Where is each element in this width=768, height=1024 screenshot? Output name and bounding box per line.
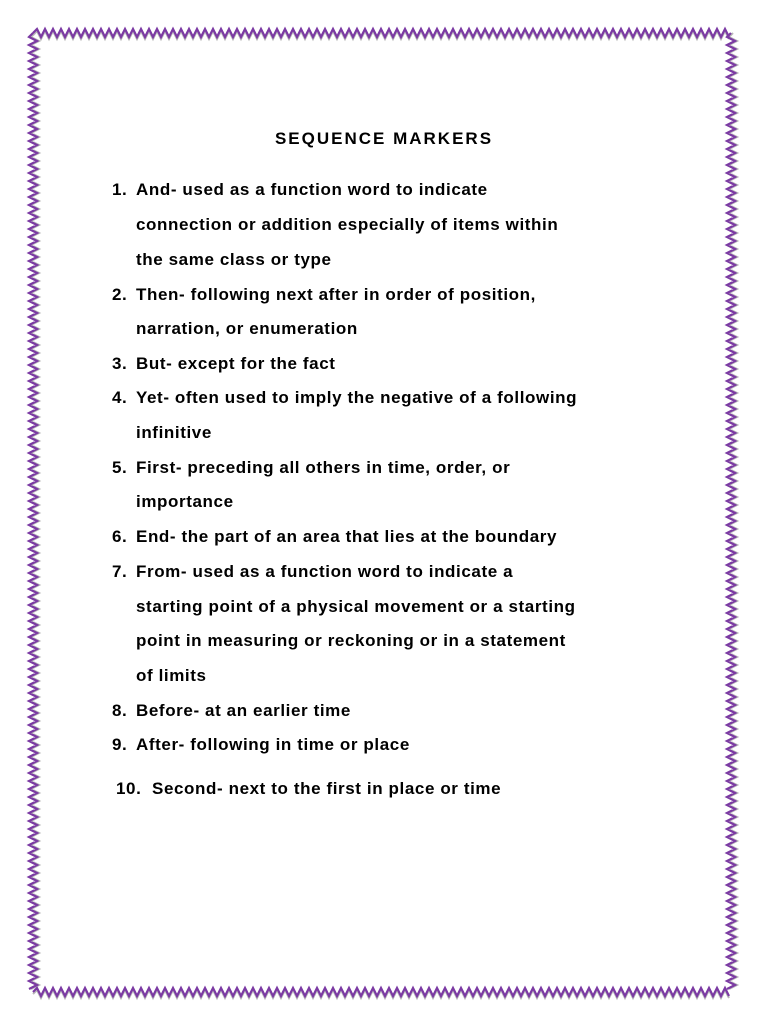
list-item-text: connection or addition especially of items within <box>136 215 559 234</box>
list-item-number: 2. <box>112 285 128 304</box>
list-item-number: 3. <box>112 354 128 373</box>
list-item-text: End- the part of an area that lies at the boundary <box>136 527 558 546</box>
list-item-number: 4. <box>112 388 128 407</box>
page-title: SEQUENCE MARKERS <box>274 129 494 148</box>
list-item-text: And- used as a function word to indicate <box>136 180 488 199</box>
list-item-number: 6. <box>112 527 128 546</box>
list-item-text: First- preceding all others in time, order, or <box>136 458 511 477</box>
list-item-number: 9. <box>112 735 128 754</box>
list-item-text: Yet- often used to imply the negative of a following <box>136 388 578 407</box>
list-item-text: From- used as a function word to indicate a <box>136 562 514 581</box>
list-item-text: After- following in time or place <box>136 735 410 754</box>
list-item-text: infinitive <box>136 423 212 442</box>
list-item-number: 5. <box>112 458 128 477</box>
list-item-number: 7. <box>112 562 128 581</box>
list-item-text: point in measuring or reckoning or in a statement <box>136 631 566 650</box>
list-item-number: 8. <box>112 701 128 720</box>
list-item-text: of limits <box>136 666 207 685</box>
list-item-text: But- except for the fact <box>136 354 336 373</box>
list-item-text: Second- next to the first in place or time <box>152 779 502 798</box>
list-item-text: Before- at an earlier time <box>136 701 351 720</box>
list-item-text: importance <box>136 492 234 511</box>
list-item-text: Then- following next after in order of position, <box>136 285 536 304</box>
list-item-text: narration, or enumeration <box>136 319 358 338</box>
list-item-number: 1. <box>112 180 128 199</box>
list-item-text: the same class or type <box>136 250 332 269</box>
list-item-text: starting point of a physical movement or a starting <box>136 597 576 616</box>
list-item-number: 10. <box>116 779 142 798</box>
